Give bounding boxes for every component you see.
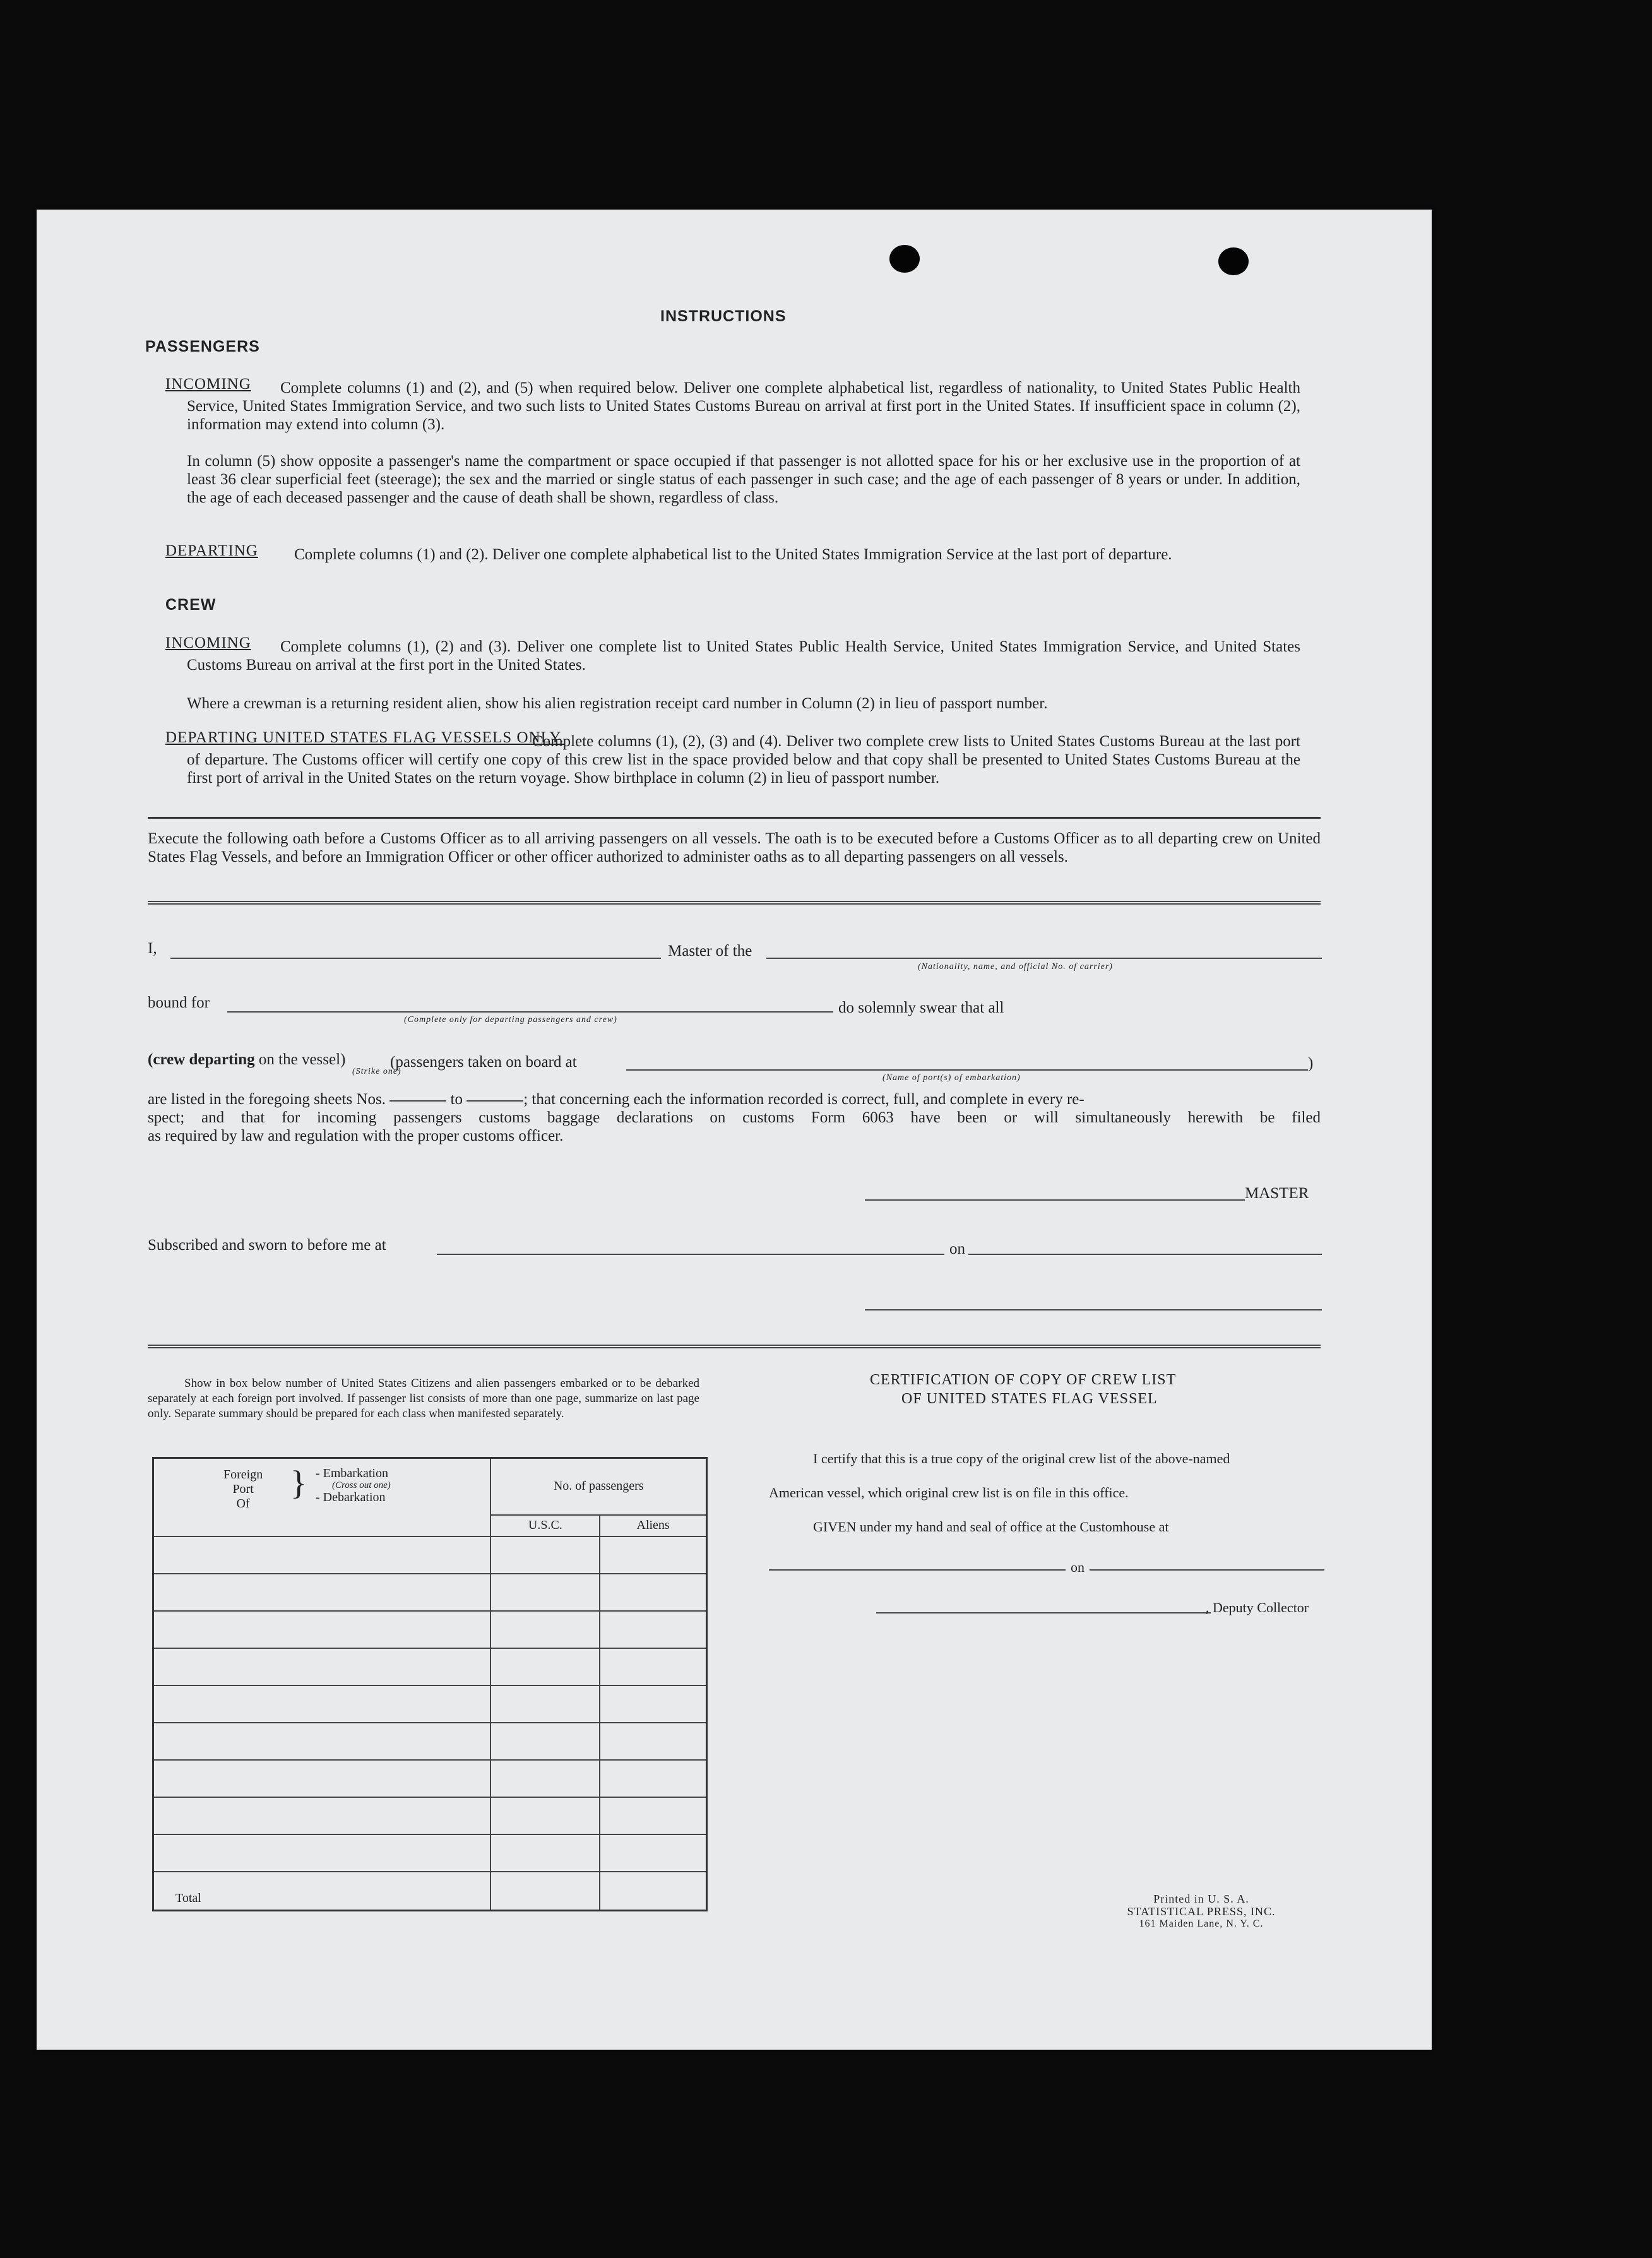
- usc-cell[interactable]: [490, 1685, 600, 1723]
- officer-signature-field[interactable]: [865, 1309, 1322, 1310]
- usc-cell[interactable]: [490, 1834, 600, 1872]
- punch-hole-left: [889, 245, 920, 273]
- port-cell[interactable]: [153, 1648, 491, 1685]
- port-cell[interactable]: [153, 1797, 491, 1834]
- usc-cell[interactable]: [490, 1611, 600, 1648]
- port-cell[interactable]: [153, 1536, 491, 1574]
- aliens-cell[interactable]: [600, 1611, 706, 1648]
- sheets-line-3: as required by law and regulation with the proper customs officer.: [148, 1127, 564, 1144]
- embarkation-label[interactable]: - Embarkation: [316, 1466, 388, 1480]
- port-label: Port: [232, 1482, 254, 1496]
- usc-header: U.S.C.: [490, 1515, 600, 1536]
- master-signature-field[interactable]: [865, 1199, 1245, 1201]
- instructions-title: INSTRUCTIONS: [660, 307, 787, 325]
- crew-incoming-text: Complete columns (1), (2) and (3). Deliver one complete list to United States Public Health Service, United States Immigration Service, and United States Customs Bureau on arrival at the first port in the United States.: [187, 638, 1300, 674]
- punch-hole-right: [1218, 247, 1249, 275]
- passenger-summary-table: [152, 1457, 708, 1911]
- swear-text: do solemnly swear that all: [838, 999, 1004, 1016]
- table-row: [153, 1574, 707, 1611]
- crew-resident-alien-text: Where a crewman is a returning resident alien, show his alien registration receipt card number in Column (2) in lieu of passport number.: [187, 695, 1048, 712]
- passengers-incoming-text: Complete columns (1) and (2), and (5) when required below. Deliver one complete alphabetical list, regardless of nationality, to United States Public Health Service, United States Immigration Service, and two such lists to United States Customs Bureau on arrival at first port in the United States. If insufficient space in column (2), information may extend into column (3).: [187, 379, 1300, 433]
- total-row: [153, 1872, 707, 1911]
- certify-line-1: I certify that this is a true copy of the original crew list of the above-named: [813, 1451, 1230, 1466]
- aliens-cell[interactable]: [600, 1536, 706, 1574]
- table-row: [153, 1611, 707, 1648]
- port-cell[interactable]: [153, 1760, 491, 1797]
- passengers-column5-text: In column (5) show opposite a passenger's name the compartment or space occupied if that passenger is not allotted space for his or her exclusive use in the proportion of at least 36 clear superficial feet (steerage); the sex and the married or single status of each passenger in such case; and the age of each passenger of 8 years or under. In addition, the age of each deceased passenger and the cause of death shall be shown, regardless of class.: [187, 453, 1300, 506]
- table-row: [153, 1797, 707, 1834]
- port-note: (Name of port(s) of embarkation): [882, 1073, 1021, 1083]
- certification-title-1: CERTIFICATION OF COPY OF CREW LIST: [870, 1372, 1177, 1388]
- passengers-departing-label: DEPARTING: [165, 542, 258, 559]
- deputy-collector-signature-field[interactable]: [876, 1612, 1211, 1613]
- sheets-line-1: [148, 1090, 1321, 1108]
- aliens-cell[interactable]: [600, 1648, 706, 1685]
- total-aliens-cell[interactable]: [600, 1872, 706, 1911]
- passengers-incoming-label: INCOMING: [165, 376, 251, 393]
- foreign-port-header: [153, 1458, 491, 1536]
- passengers-heading: PASSENGERS: [145, 338, 260, 355]
- printer-line-1: Printed in U. S. A.: [1153, 1893, 1249, 1905]
- port-cell[interactable]: [153, 1834, 491, 1872]
- aliens-cell[interactable]: [600, 1574, 706, 1611]
- sheets-prefix: are listed in the foregoing sheets Nos.: [148, 1091, 386, 1108]
- crew-flag-vessels-label: DEPARTING UNITED STATES FLAG VESSELS ONLY.: [165, 729, 564, 746]
- cert-date-field[interactable]: [1090, 1569, 1324, 1571]
- table-row: [153, 1685, 707, 1723]
- bound-for-field[interactable]: [227, 1011, 833, 1013]
- customhouse-field[interactable]: [769, 1569, 1066, 1571]
- divider-3: [148, 1345, 1321, 1348]
- crew-flag-vessels-text: Complete columns (1), (2), (3) and (4). Deliver two complete crew lists to United States Customs Bureau at the last port of departure. The Customs officer will certify one copy of this crew list in the space provided below and that copy shall be presented to United States Customs Bureau at the first port of arrival in the United States on the return voyage. Show birthplace in column (2) in lieu of passport number.: [187, 733, 1300, 787]
- sworn-at-field[interactable]: [437, 1254, 944, 1255]
- crew-heading: CREW: [165, 596, 217, 614]
- subscribed-label: Subscribed and sworn to before me at: [148, 1237, 386, 1254]
- usc-cell[interactable]: [490, 1797, 600, 1834]
- sheets-line-2: spect; and that for incoming passengers customs baggage declarations on customs Form 6063 have been or will simultaneously herewith be filed: [148, 1109, 1321, 1126]
- usc-cell[interactable]: [490, 1760, 600, 1797]
- master-label: MASTER: [1245, 1185, 1309, 1202]
- aliens-cell[interactable]: [600, 1834, 706, 1872]
- sheet-from-field[interactable]: [389, 1099, 446, 1102]
- sheet-to-field[interactable]: [466, 1099, 523, 1102]
- table-row: [153, 1648, 707, 1685]
- table-row: [153, 1834, 707, 1872]
- bound-for-label: bound for: [148, 994, 210, 1011]
- printer-line-2: STATISTICAL PRESS, INC.: [1127, 1905, 1276, 1918]
- complete-only-note: (Complete only for departing passengers and crew): [404, 1015, 617, 1025]
- printer-line-3: 161 Maiden Lane, N. Y. C.: [1139, 1918, 1264, 1929]
- certification-title-2: OF UNITED STATES FLAG VESSEL: [901, 1391, 1158, 1407]
- close-paren: ): [1308, 1055, 1314, 1072]
- carrier-field[interactable]: [766, 958, 1322, 959]
- aliens-cell[interactable]: [600, 1685, 706, 1723]
- master-of-label: Master of the: [668, 942, 752, 960]
- usc-cell[interactable]: [490, 1648, 600, 1685]
- port-cell[interactable]: [153, 1611, 491, 1648]
- form-page: [37, 210, 1432, 2050]
- passengers-departing-text: Complete columns (1) and (2). Deliver one complete alphabetical list to the United States Immigration Service at the last port of departure.: [294, 546, 1172, 563]
- cross-out-note: (Cross out one): [332, 1480, 391, 1490]
- no-of-passengers-header: No. of passengers: [490, 1458, 706, 1515]
- port-of-embarkation-field[interactable]: [626, 1069, 1308, 1071]
- cert-on-label: on: [1071, 1559, 1084, 1575]
- foreign-label: Foreign: [223, 1468, 263, 1482]
- crew-departing-text: (crew departing: [148, 1051, 255, 1068]
- on-vessel-text: on the vessel): [254, 1051, 346, 1068]
- table-row: [153, 1760, 707, 1797]
- port-cell[interactable]: [153, 1723, 491, 1760]
- crew-incoming-label: INCOMING: [165, 634, 251, 651]
- usc-cell[interactable]: [490, 1536, 600, 1574]
- sheets-rest-1: ; that concerning each the information recorded is correct, full, and complete in every re-: [523, 1091, 1084, 1108]
- nationality-note: (Nationality, name, and official No. of carrier): [918, 962, 1113, 972]
- table-row: [153, 1536, 707, 1574]
- oath-intro: Execute the following oath before a Customs Officer as to all arriving passengers on all vessels. The oath is to be executed before a Customs Officer as to all departing crew on United States Flag Vessels, and before an Immigration Officer or other officer authorized to administer oaths as to all departing passengers on all vessels.: [148, 830, 1321, 865]
- master-name-field[interactable]: [170, 958, 661, 959]
- sheets-to: to: [450, 1091, 463, 1108]
- usc-cell[interactable]: [490, 1723, 600, 1760]
- total-label: Total: [153, 1872, 491, 1911]
- total-usc-cell[interactable]: [490, 1872, 600, 1911]
- summary-instructions: Show in box below number of United States Citizens and alien passengers embarked or to be debarked separately at each foreign port involved. If passenger list consists of more than one page, summarize on last page only. Separate summary should be prepared for each class when manifested separately.: [148, 1377, 699, 1420]
- aliens-header: Aliens: [600, 1515, 706, 1536]
- brace: }: [290, 1464, 307, 1502]
- strike-one-note: (Strike one): [352, 1067, 401, 1076]
- sworn-on-label: on: [949, 1240, 965, 1257]
- deputy-collector-label: , Deputy Collector: [1206, 1600, 1309, 1615]
- oath-i-label: I,: [148, 940, 157, 957]
- of-label: Of: [236, 1497, 250, 1511]
- given-text: GIVEN under my hand and seal of office at the Customhouse at: [813, 1519, 1169, 1535]
- port-cell[interactable]: [153, 1574, 491, 1611]
- aliens-cell[interactable]: [600, 1797, 706, 1834]
- certify-line-2: American vessel, which original crew list is on file in this office.: [769, 1485, 1129, 1500]
- table-row: [153, 1723, 707, 1760]
- divider-1: [148, 817, 1321, 819]
- crew-departing-option[interactable]: [148, 1050, 345, 1069]
- usc-cell[interactable]: [490, 1574, 600, 1611]
- port-cell[interactable]: [153, 1685, 491, 1723]
- printer-imprint: [1097, 1893, 1305, 1930]
- debarkation-label[interactable]: - Debarkation: [316, 1490, 386, 1504]
- aliens-cell[interactable]: [600, 1723, 706, 1760]
- divider-2: [148, 901, 1321, 905]
- sworn-on-date-field[interactable]: [968, 1254, 1322, 1255]
- passengers-taken-option[interactable]: (passengers taken on board at: [390, 1054, 577, 1071]
- aliens-cell[interactable]: [600, 1760, 706, 1797]
